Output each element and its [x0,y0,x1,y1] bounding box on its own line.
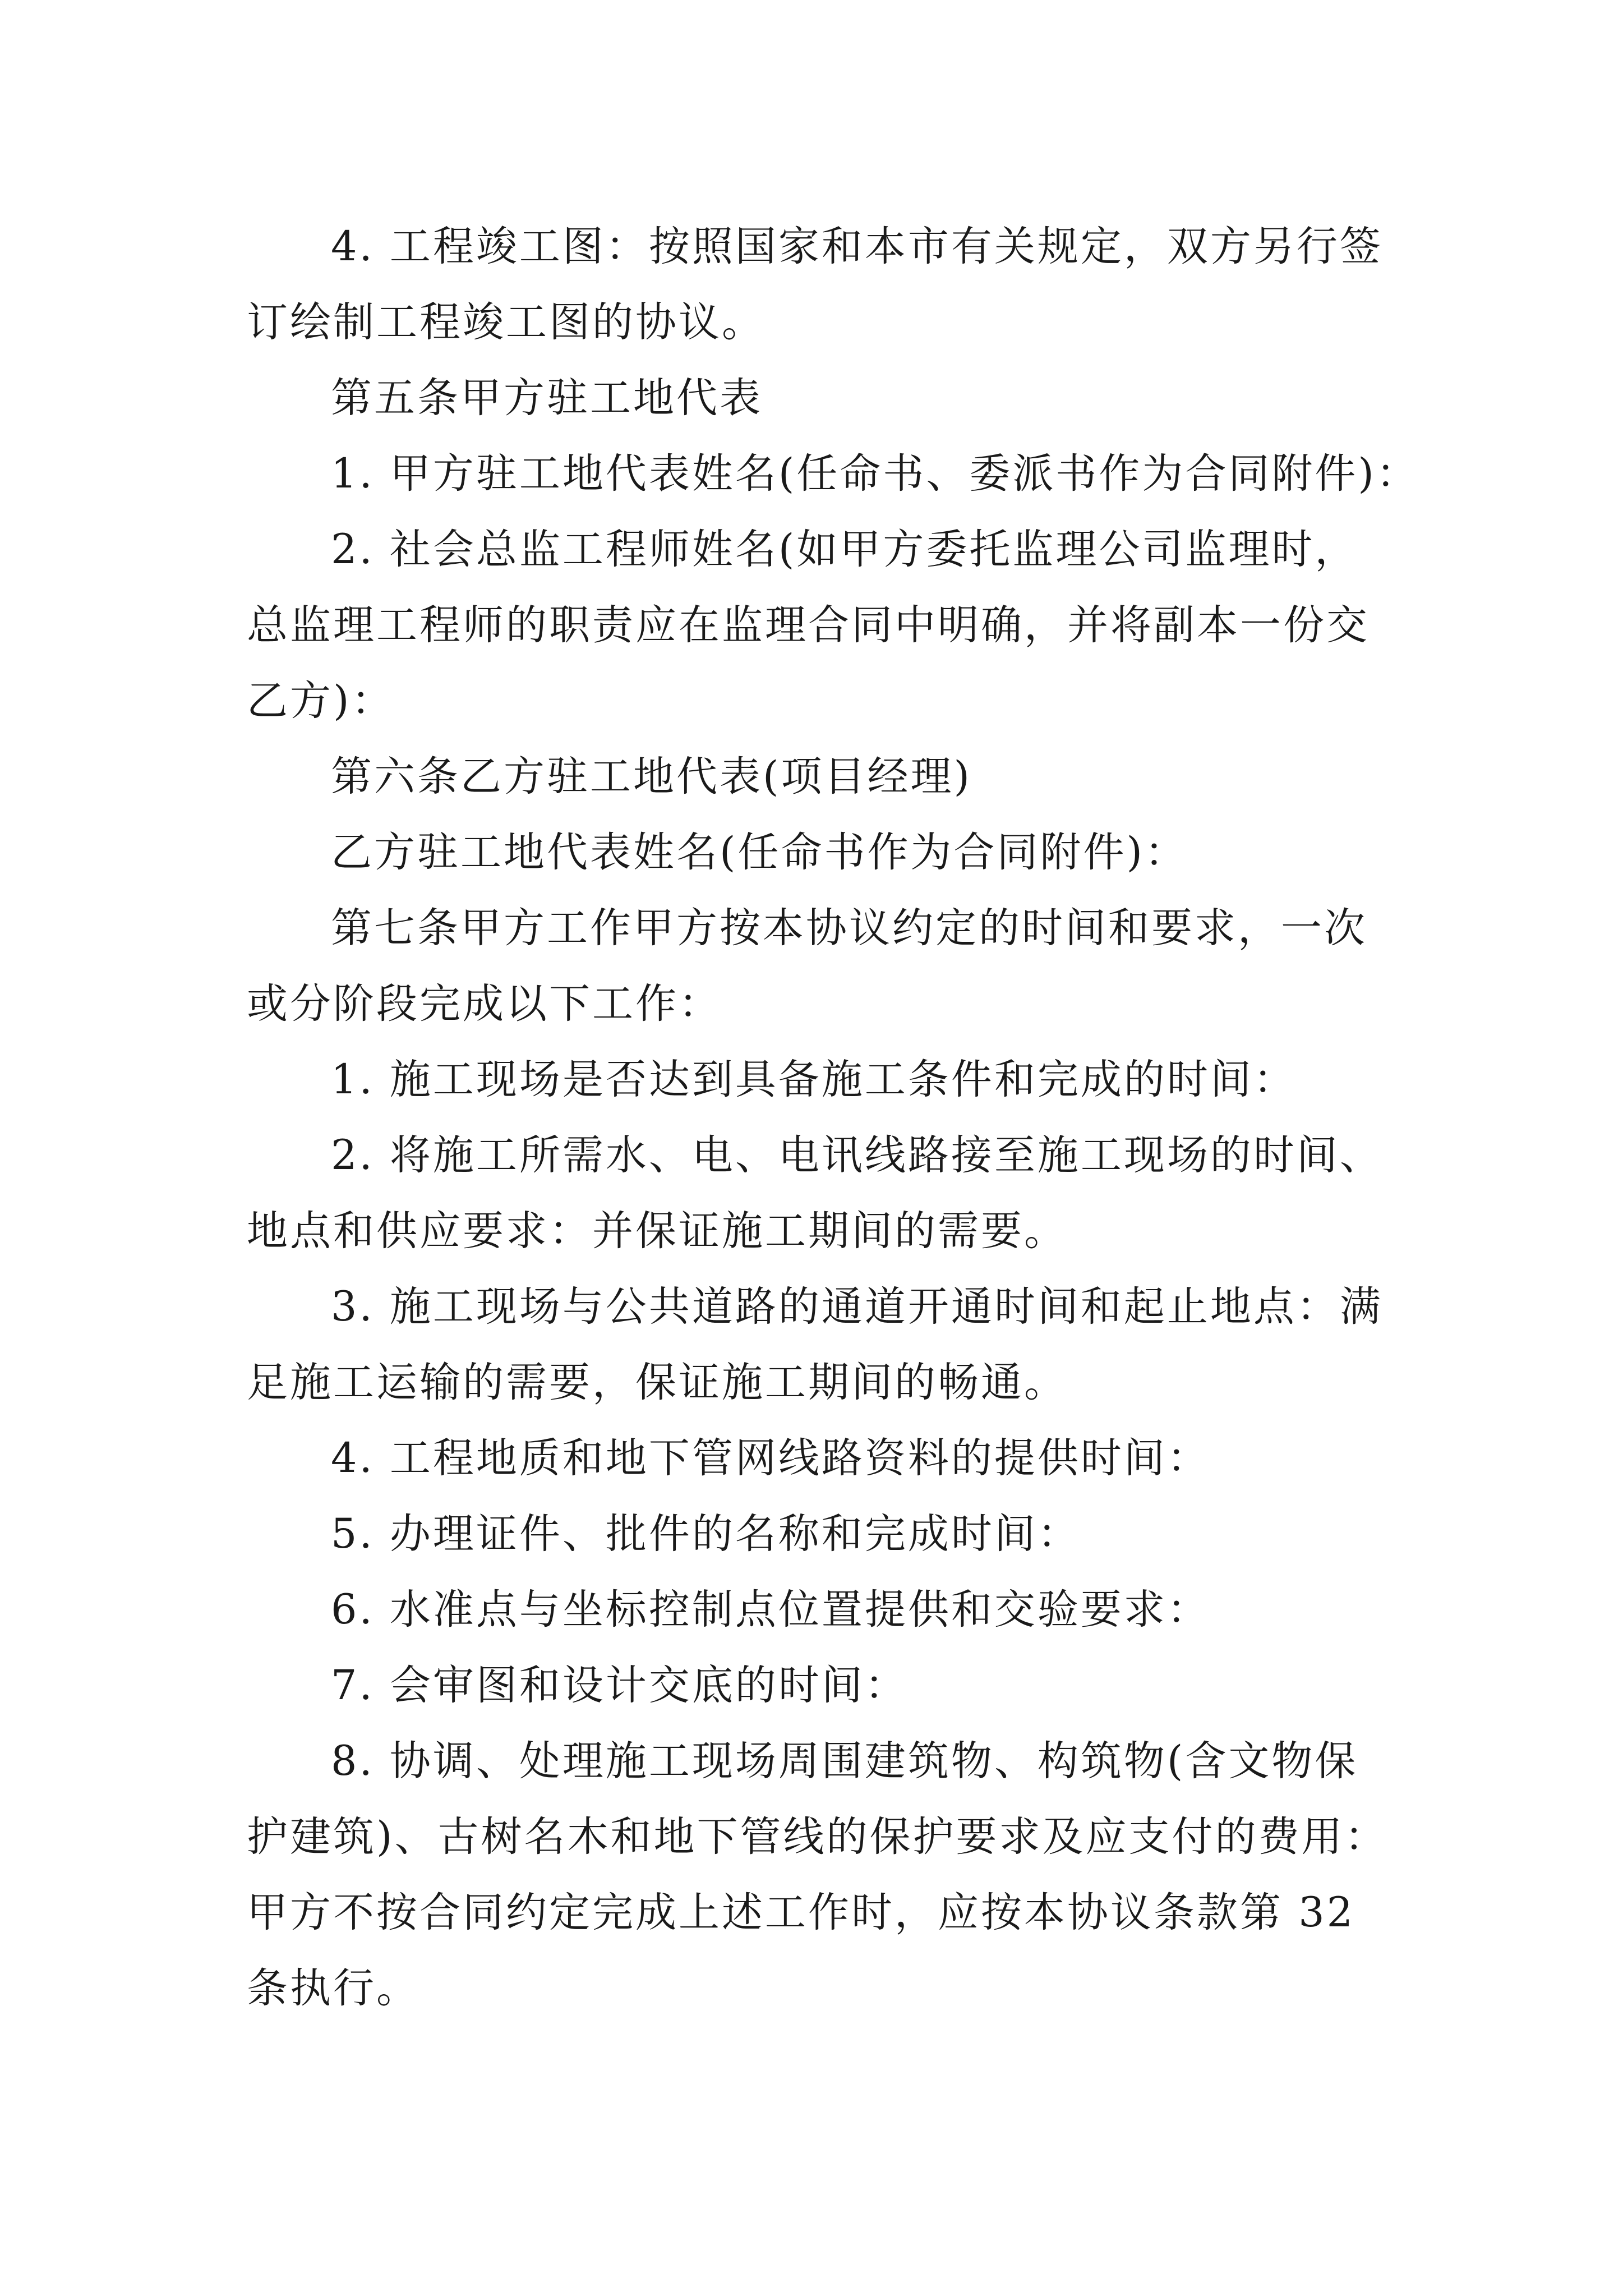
article-heading [247,890,1408,1042]
text-line: 7. 会审图和设计交底的时间： [331,1662,908,1709]
text-line: 乙方)： [247,677,395,725]
text-line: 3. 施工现场与公共道路的通道开通时间和起止地点：满 [331,1283,1383,1331]
text-line: 第六条乙方驻工地代表(项目经理) [331,753,972,800]
paragraph-item [247,1572,1408,1648]
text-line: 或分阶段完成以下工作： [247,980,722,1028]
text-line: 4. 工程地质和地下管网线路资料的提供时间： [331,1434,1210,1482]
text-line: 足施工运输的需要，保证施工期间的畅通。 [247,1359,1067,1406]
paragraph-item [247,1420,1408,1496]
text-line: 2. 将施工所需水、电、电讯线路接至施工现场的时间、 [331,1131,1383,1179]
paragraph-item [247,1117,1408,1269]
text-line: 甲方不按合同约定完成上述工作时，应按本协议条款第 32 [247,1889,1355,1936]
text-line: 1. 甲方驻工地代表姓名(任命书、委派书作为合同附件)： [331,450,1419,498]
text-line: 总监理工程师的职责应在监理合同中明确，并将副本一份交 [247,601,1370,649]
text-line: 4. 工程竣工图：按照国家和本市有关规定，双方另行签 [331,223,1383,270]
paragraph-item [247,1723,1408,2026]
text-line: 6. 水准点与坐标控制点位置提供和交验要求： [331,1586,1210,1634]
text-line: 8. 协调、处理施工现场周围建筑物、构筑物(含文物保 [331,1737,1358,1785]
paragraph-item [247,1648,1408,1723]
text-line: 地点和供应要求：并保证施工期间的需要。 [247,1207,1067,1255]
text-line: 乙方驻工地代表姓名(任命书作为合同附件)： [331,829,1188,876]
paragraph-item [247,1269,1408,1420]
paragraph-item [247,1042,1408,1117]
paragraph-item [247,1496,1408,1572]
text-line: 1. 施工现场是否达到具备施工条件和完成的时间： [331,1056,1297,1103]
text-line: 订绘制工程竣工图的协议。 [247,298,765,346]
text-line: 第七条甲方工作甲方按本协议约定的时间和要求，一次 [331,904,1367,952]
paragraph-item [247,815,1408,890]
text-line: 条执行。 [247,1964,419,2012]
text-line: 2. 社会总监工程师姓名(如甲方委托监理公司监理时， [331,526,1358,573]
article-heading [247,360,1408,436]
paragraph-item [247,512,1408,739]
paragraph-item [247,436,1419,512]
article-heading [247,739,1408,815]
text-line: 第五条甲方驻工地代表 [331,374,763,422]
text-line: 5. 办理证件、批件的名称和完成时间： [331,1510,1081,1558]
text-line: 护建筑)、古树名木和地下管线的保护要求及应支付的费用： [247,1813,1388,1861]
document-body [247,209,1419,2026]
paragraph-as-built-drawing [247,209,1408,360]
